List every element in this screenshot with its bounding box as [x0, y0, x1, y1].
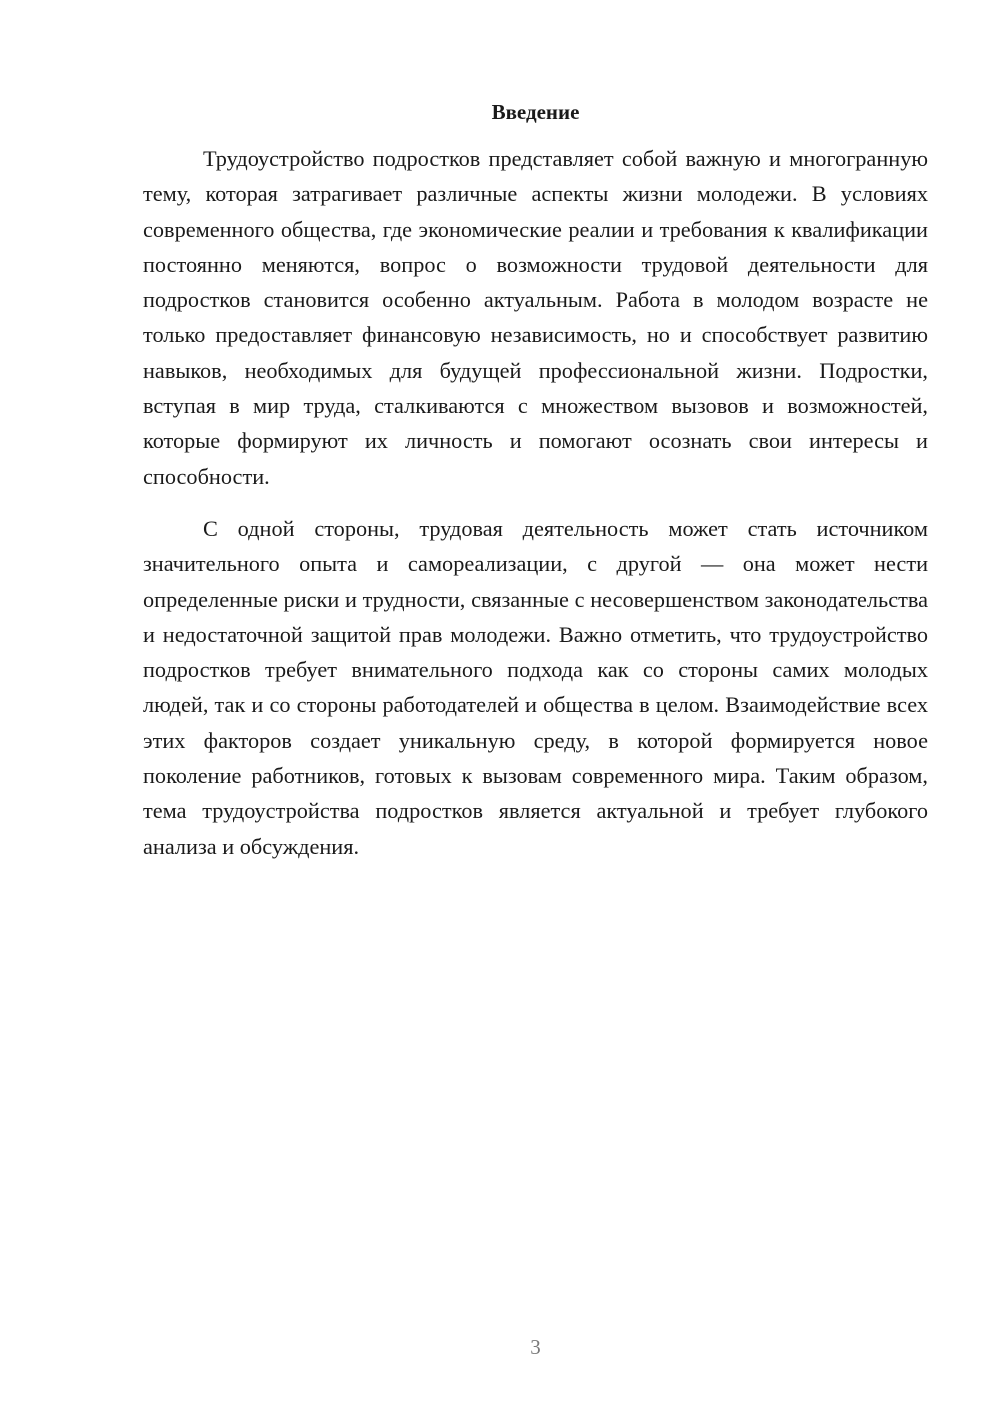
- page-number: 3: [530, 1335, 541, 1359]
- paragraph-1: Трудоустройство подростков представляет собой важную и многогранную тему, которая затрагивает различные аспекты жизни молодежи. В условиях современного общества, где экономические реалии и требования к квалификации постоянно меняются, вопрос о возможности трудовой деятельности для подростков становится особенно актуальным. Работа в молодом возрасте не только предоставляет финансовую независимость, но и способствует развитию навыков, необходимых для будущей профессиональной жизни. Подростки, вступая в мир труда, сталкиваются с множеством вызовов и возможностей, которые формируют их личность и помогают осознать свои интересы и способности.: [143, 146, 928, 489]
- paragraph-2: С одной стороны, трудовая деятельность может стать источником значительного опыта и самореализации, с другой — она может нести определенные риски и трудности, связанные с несовершенством законодательства и недостаточной защитой прав молодежи. Важно отметить, что трудоустройство подростков требует внимательного подхода как со стороны самих молодых людей, так и со стороны работодателей и общества в целом. Взаимодействие всех этих факторов создает уникальную среду, в которой формируется новое поколение работников, готовых к вызовам современного мира. Таким образом, тема трудоустройства подростков является актуальной и требует глубокого анализа и обсуждения.: [143, 515, 928, 859]
- section-title: Введение: [491, 100, 580, 124]
- body-text: [143, 141, 928, 864]
